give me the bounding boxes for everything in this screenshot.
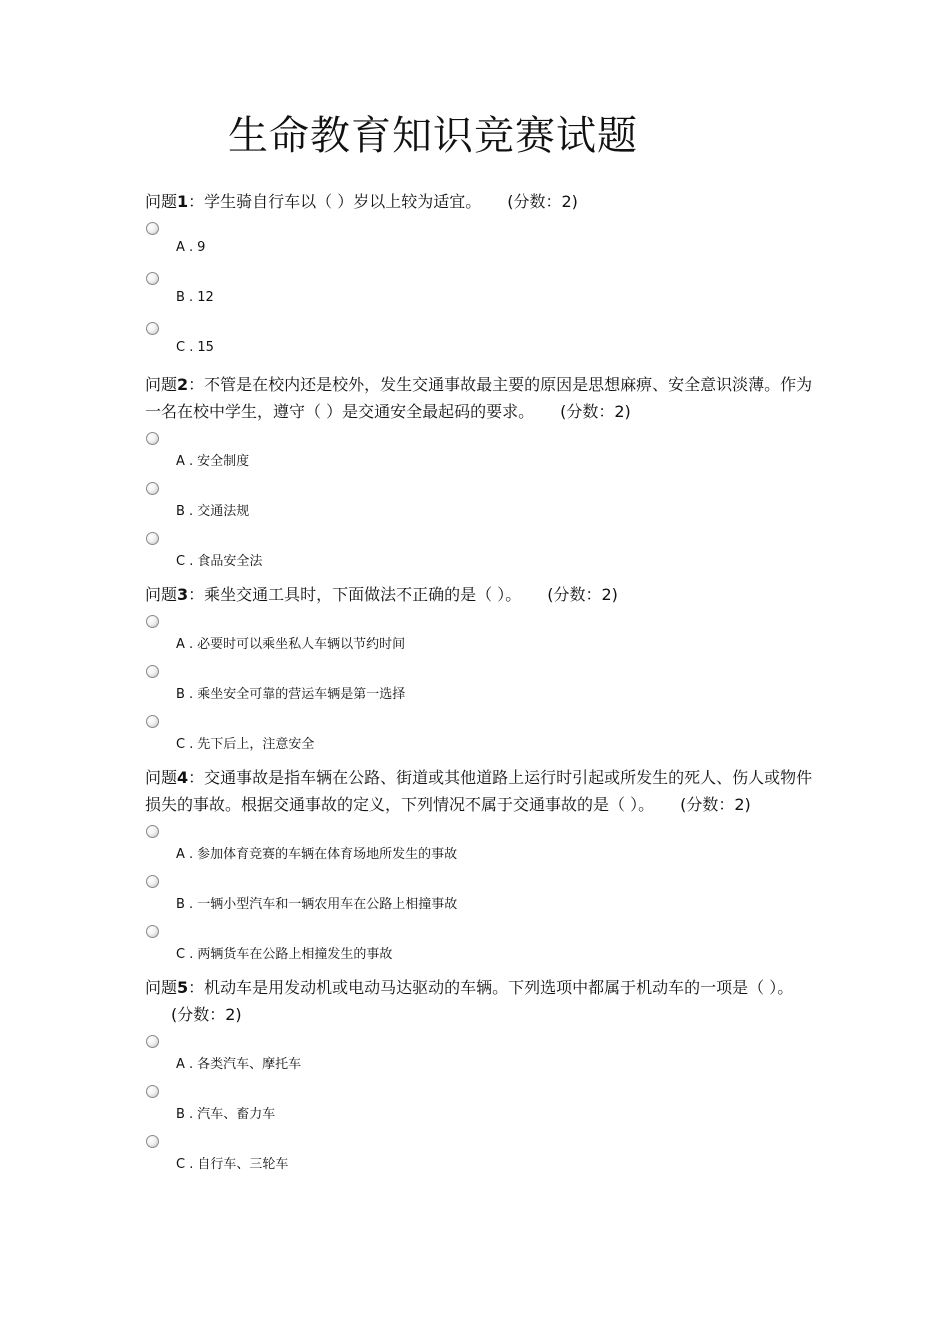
- question-text: [145, 764, 815, 818]
- question-score: (分数：2): [560, 402, 631, 421]
- radio-button[interactable]: [146, 925, 159, 938]
- radio-button[interactable]: [146, 482, 159, 495]
- radio-button[interactable]: [146, 875, 159, 888]
- radio-button[interactable]: [146, 322, 159, 335]
- radio-button[interactable]: [146, 825, 159, 838]
- option-b[interactable]: [145, 271, 815, 321]
- radio-button[interactable]: [146, 222, 159, 235]
- question-score: (分数：2): [507, 192, 578, 211]
- question-1: [145, 188, 815, 371]
- option-text: 参加体育竞赛的车辆在体育场地所发生的事故: [197, 847, 458, 862]
- radio-button[interactable]: [146, 1135, 159, 1148]
- option-text: 15: [197, 340, 214, 355]
- option-label: [176, 683, 405, 702]
- radio-button[interactable]: [146, 432, 159, 445]
- option-label: [176, 1153, 288, 1172]
- option-text: 一辆小型汽车和一辆农用车在公路上相撞事故: [197, 897, 458, 912]
- option-label: [176, 450, 249, 469]
- question-score: (分数：2): [171, 1005, 242, 1024]
- option-label: [176, 240, 205, 255]
- question-score: (分数：2): [547, 585, 618, 604]
- question-prefix: 问题: [145, 375, 178, 394]
- question-number: 1: [177, 192, 189, 211]
- radio-button[interactable]: [146, 532, 159, 545]
- option-label: [176, 550, 262, 569]
- radio-button[interactable]: [146, 272, 159, 285]
- options-list: [145, 221, 815, 371]
- option-label: [176, 633, 405, 652]
- option-text: 自行车、三轮车: [197, 1157, 289, 1172]
- option-label: [176, 290, 214, 305]
- option-b[interactable]: [145, 664, 815, 714]
- option-label: [176, 843, 457, 862]
- option-label: [176, 1103, 275, 1122]
- option-label: [176, 893, 457, 912]
- question-5: [145, 974, 815, 1184]
- option-text: 乘坐安全可靠的营运车辆是第一选择: [197, 687, 406, 702]
- option-text: 9: [197, 240, 206, 255]
- option-a[interactable]: [145, 431, 815, 481]
- question-body: ：学生骑自行车以（ ）岁以上较为适宜。: [188, 192, 482, 211]
- question-number: 4: [177, 768, 189, 787]
- option-label: [176, 500, 249, 519]
- question-prefix: 问题: [145, 192, 178, 211]
- question-text: [145, 188, 815, 215]
- option-text: 交通法规: [197, 504, 250, 519]
- option-a[interactable]: [145, 221, 815, 271]
- option-a[interactable]: [145, 614, 815, 664]
- option-letter: A .: [176, 847, 194, 862]
- option-letter: C .: [176, 737, 194, 752]
- option-letter: A .: [176, 637, 194, 652]
- option-text: 汽车、畜力车: [197, 1107, 276, 1122]
- option-b[interactable]: [145, 874, 815, 924]
- radio-button[interactable]: [146, 615, 159, 628]
- option-letter: A .: [176, 240, 194, 255]
- option-text: 食品安全法: [197, 554, 263, 569]
- option-letter: B .: [176, 290, 194, 305]
- option-letter: B .: [176, 504, 194, 519]
- radio-button[interactable]: [146, 1035, 159, 1048]
- option-label: [176, 733, 314, 752]
- option-c[interactable]: [145, 531, 815, 581]
- question-prefix: 问题: [145, 978, 178, 997]
- options-list: [145, 431, 815, 581]
- option-b[interactable]: [145, 1084, 815, 1134]
- option-c[interactable]: [145, 1134, 815, 1184]
- question-prefix: 问题: [145, 768, 178, 787]
- question-number: 5: [177, 978, 189, 997]
- question-body: ：不管是在校内还是校外，发生交通事故最主要的原因是思想麻痹、安全意识淡薄。作为一名在校中学生，遵守（ ）是交通安全最起码的要求。: [145, 375, 813, 421]
- radio-button[interactable]: [146, 715, 159, 728]
- question-number: 3: [177, 585, 189, 604]
- radio-button[interactable]: [146, 665, 159, 678]
- option-letter: A .: [176, 454, 194, 469]
- options-list: [145, 824, 815, 974]
- radio-button[interactable]: [146, 1085, 159, 1098]
- option-a[interactable]: [145, 1034, 815, 1084]
- question-4: [145, 764, 815, 974]
- options-list: [145, 614, 815, 764]
- option-text: 各类汽车、摩托车: [197, 1057, 302, 1072]
- option-a[interactable]: [145, 824, 815, 874]
- option-label: [176, 943, 392, 962]
- option-c[interactable]: [145, 321, 815, 371]
- question-text: [145, 974, 815, 1028]
- question-body: ：交通事故是指车辆在公路、街道或其他道路上运行时引起或所发生的死人、伤人或物件损失的事故。根据交通事故的定义，下列情况不属于交通事故的是（ ）。: [145, 768, 813, 814]
- question-prefix: 问题: [145, 585, 178, 604]
- question-body: ：乘坐交通工具时，下面做法不正确的是（ ）。: [188, 585, 522, 604]
- option-letter: C .: [176, 947, 194, 962]
- question-3: [145, 581, 815, 764]
- option-letter: C .: [176, 340, 194, 355]
- option-b[interactable]: [145, 481, 815, 531]
- page-title: 生命教育知识竞赛试题: [228, 113, 638, 159]
- option-text: 两辆货车在公路上相撞发生的事故: [197, 947, 393, 962]
- question-text: [145, 581, 815, 608]
- option-text: 安全制度: [197, 454, 250, 469]
- option-c[interactable]: [145, 714, 815, 764]
- option-text: 12: [197, 290, 214, 305]
- option-label: [176, 340, 214, 355]
- question-2: [145, 371, 815, 581]
- question-score: (分数：2): [680, 795, 751, 814]
- option-letter: C .: [176, 554, 194, 569]
- option-text: 先下后上，注意安全: [197, 737, 315, 752]
- option-letter: B .: [176, 897, 194, 912]
- option-letter: B .: [176, 687, 194, 702]
- option-text: 必要时可以乘坐私人车辆以节约时间: [197, 637, 406, 652]
- option-letter: C .: [176, 1157, 194, 1172]
- quiz-list: [145, 188, 815, 1184]
- question-body: ：机动车是用发动机或电动马达驱动的车辆。下列选项中都属于机动车的一项是（ ）。: [188, 978, 794, 997]
- option-label: [176, 1053, 301, 1072]
- question-text: [145, 371, 815, 425]
- options-list: [145, 1034, 815, 1184]
- option-letter: B .: [176, 1107, 194, 1122]
- question-number: 2: [177, 375, 189, 394]
- option-letter: A .: [176, 1057, 194, 1072]
- option-c[interactable]: [145, 924, 815, 974]
